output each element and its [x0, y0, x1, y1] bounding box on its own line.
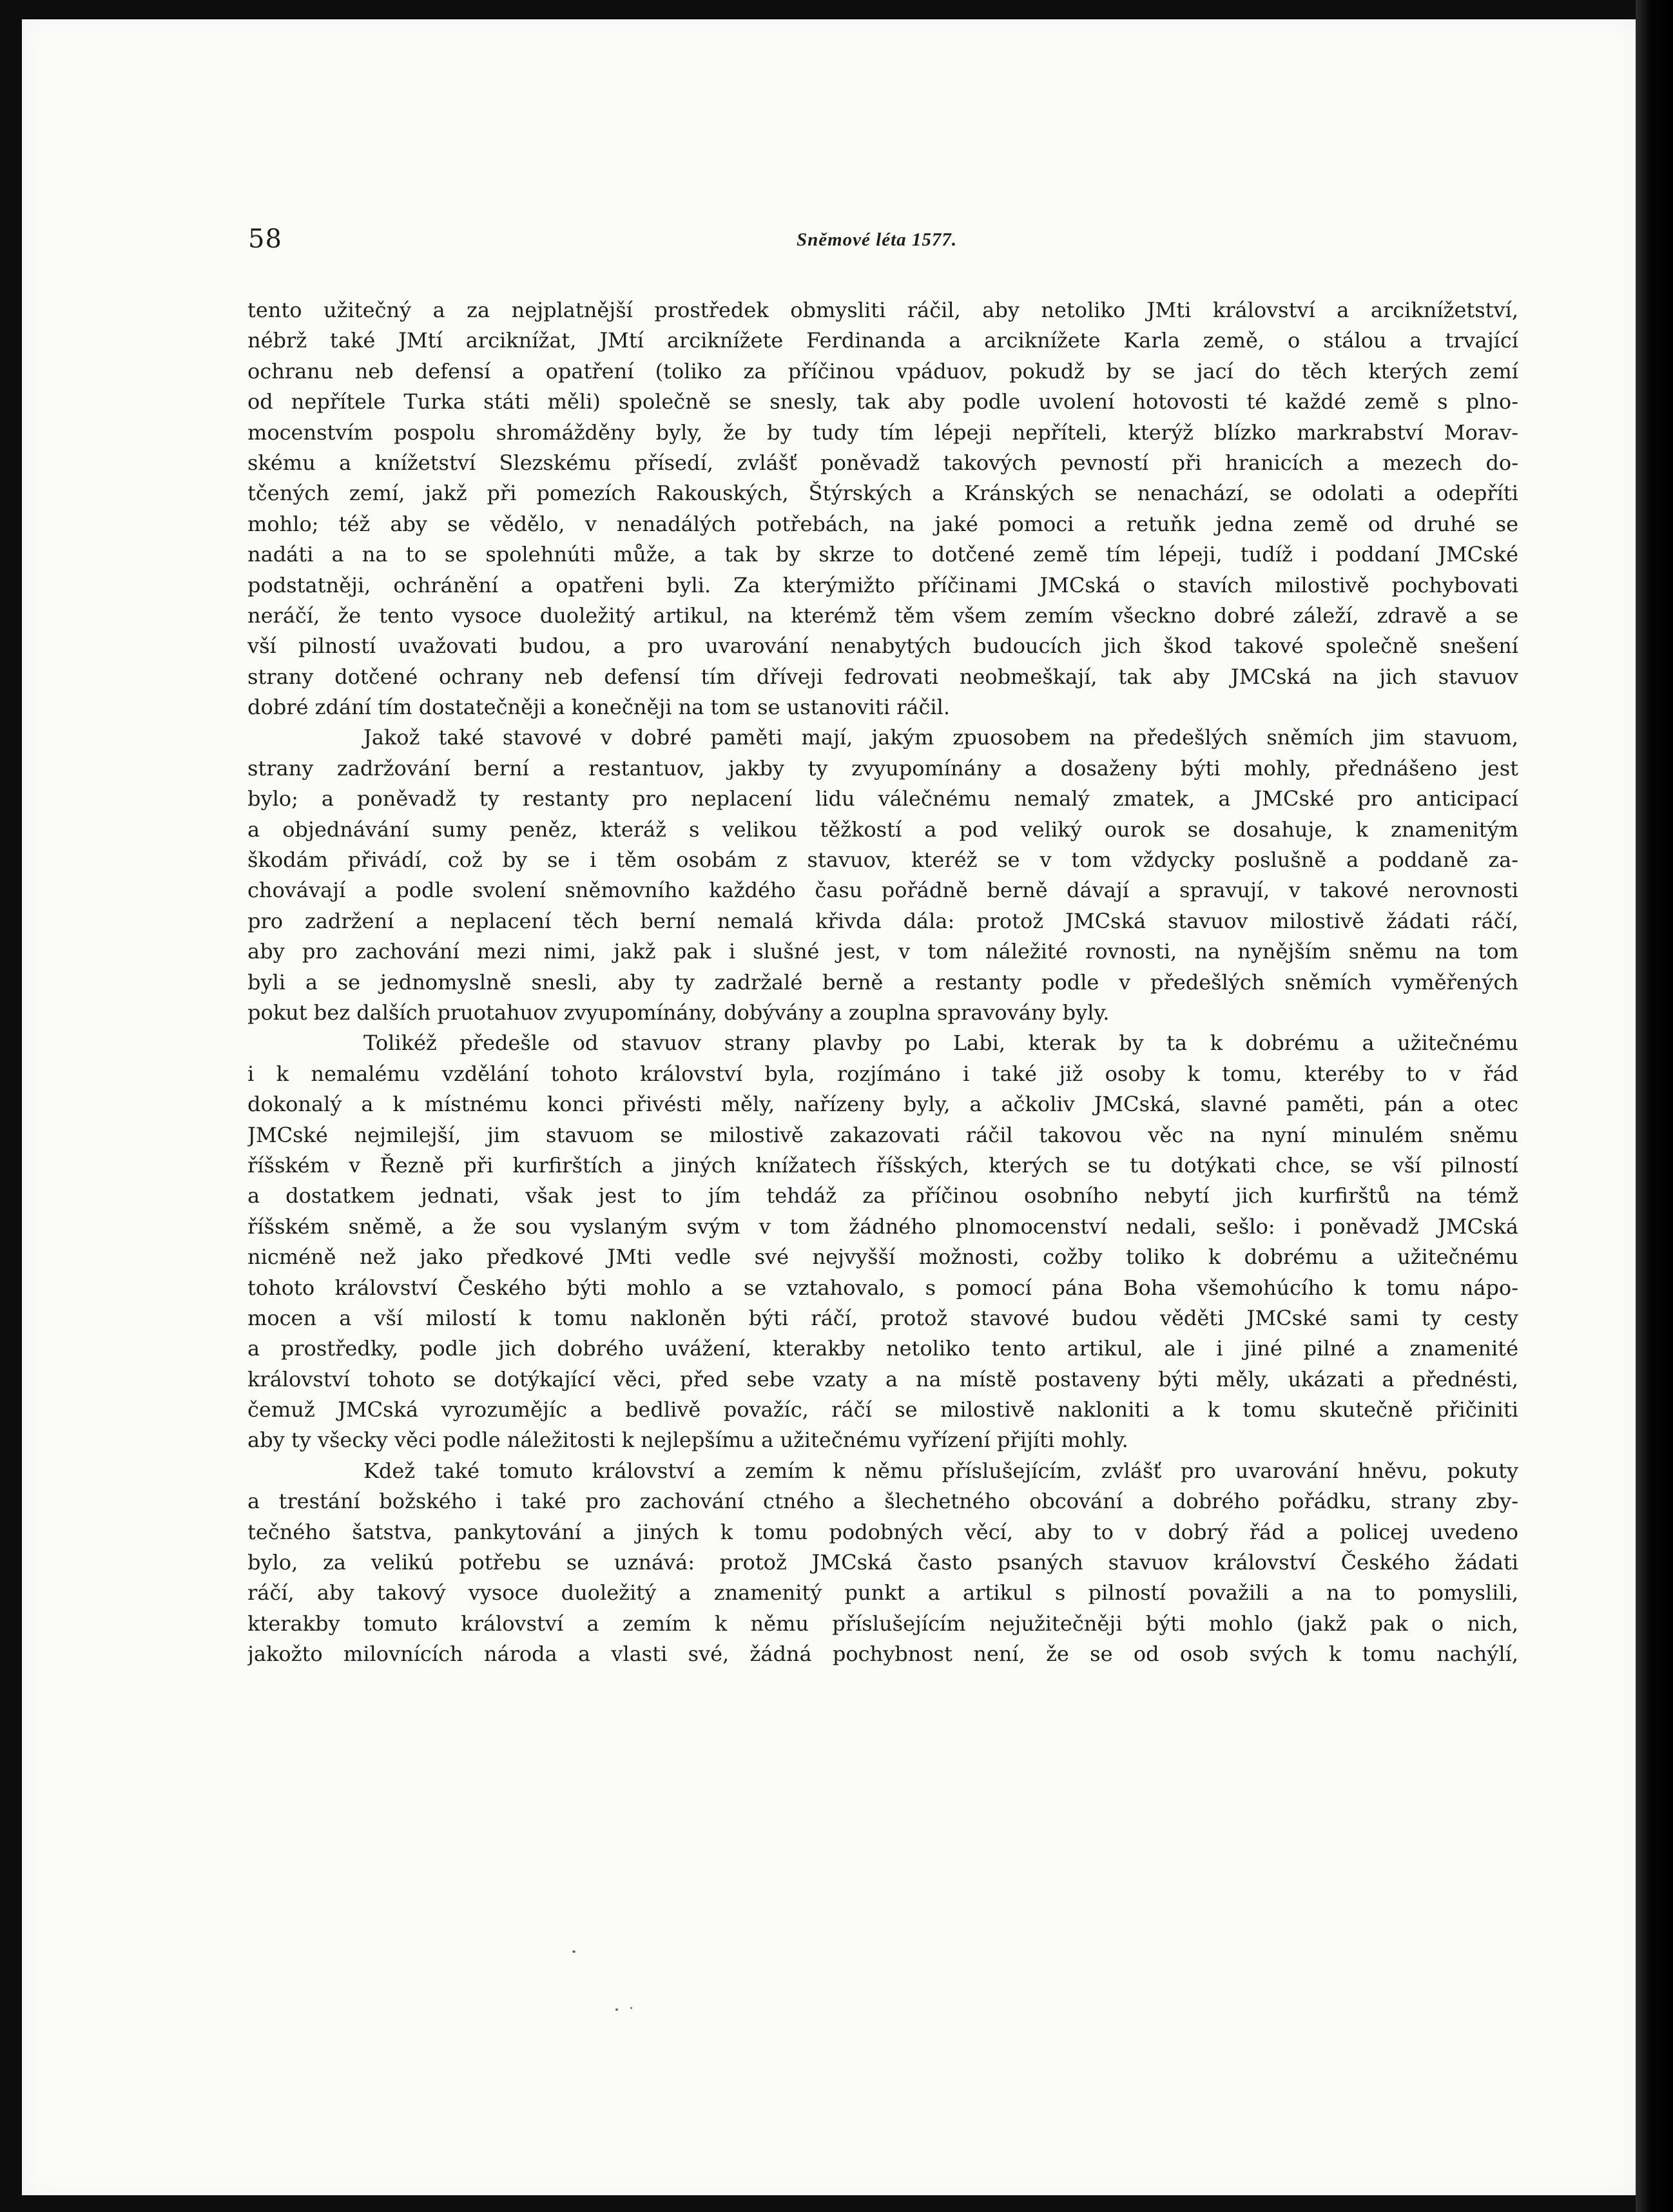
scan-speck [572, 1950, 575, 1953]
text-line: chovávají a podle svolení sněmovního každého času pořádně berně dávají a spravují, v takové nerovnosti [247, 878, 1518, 903]
text-line: bylo, za velikú potřebu se uznává: protož JMCská často psaných stavuov království Českého žádati [247, 1550, 1518, 1575]
text-line: tečného šatstva, pankytování a jiných k tomu podobných věcí, aby to v dobrý řád a policej uvedeno [247, 1519, 1518, 1544]
text-line: tčených zemí, jakž při pomezích Rakouských, Štýrských a Kránských se nenachází, se odolati a odepříti [247, 481, 1518, 506]
text-line: JMCské nejmilejší, jim stavuom se milostivě zakazovati ráčil takovou věc na nyní minulém sněmu [247, 1122, 1518, 1147]
text-line: tohoto království Českého býti mohlo a se vztahovalo, s pomocí pána Boha všemohúcího k tomu nápo- [247, 1275, 1518, 1300]
text-line: mohlo; též aby se vědělo, v nenadálých potřebách, na jaké pomoci a retuňk jedna země od druhé se [247, 511, 1518, 536]
page-number: 58 [248, 224, 282, 254]
text-line: nadáti a na to se spolehnúti může, a tak by skrze to dotčené země tím lépeji, tudíž i poddaní JMCské [247, 542, 1518, 567]
text-line: bylo; a poněvadž ty restanty pro neplacení lidu válečnému nemalý zmatek, a JMCské pro anticipací [247, 786, 1518, 811]
text-line: království tohoto se dotýkající věci, před sebe vzaty a na místě postaveny býti měly, ukázati a přednésti, [247, 1366, 1518, 1392]
text-line: Tolikéž předešle od stavuov strany plavby po Labi, kterak by ta k dobrému a užitečnému [363, 1031, 1518, 1056]
text-line: kterakby tomuto království a zemím k němu příslušejícím nejužitečněji býti mohlo (jakž pak o nich, [247, 1611, 1518, 1636]
text-line: říšském v Řezně při kurfirštích a jiných knížatech říšských, kterých se tu dotýkati chce, se vší pilností [247, 1152, 1518, 1178]
text-line: říšském sněmě, a že sou vyslaným svým v tom žádného plnomocenství nedali, sešlo: i poněvadž JMCská [247, 1214, 1518, 1239]
text-line: mocen a vší milostí k tomu nakloněn býti ráčí, protož stavové budou věděti JMCské sami ty cesty [247, 1305, 1518, 1330]
text-line: aby pro zachování mezi nimi, jakž pak i slušné jest, v tom náležité rovnosti, na nynějším sněmu na tom [247, 939, 1518, 964]
text-line: Jakož také stavové v dobré paměti mají, jakým zpuosobem na předešlých sněmích jim stavuom, [363, 725, 1518, 750]
text-line: strany zadržování berní a restantuov, jakby ty zvyupomínány a dosaženy býti mohly, přednášeno jest [247, 755, 1518, 781]
text-line: neráčí, že tento vysoce duoležitý artikul, na kterémž těm všem zemím všeckno dobré záleží, zdravě a se [247, 603, 1518, 628]
text-line: od nepřítele Turka státi měli) společně se snesly, tak aby podle uvolení hotovosti té každé země s plno- [247, 389, 1518, 414]
text-line: a objednávání sumy peněz, kteráž s velikou těžkostí a pod veliký ourok se dosahuje, k znamenitým [247, 817, 1518, 842]
text-line: tento užitečný a za nejplatnější prostředek obmysliti ráčil, aby netoliko JMti království a arciknížetství, [247, 298, 1518, 322]
body-text [247, 295, 1518, 1670]
text-line: aby ty všecky věci podle náležitosti k nejlepšímu a užitečnému vyřízení přijíti mohly. [247, 1428, 1128, 1453]
text-line: Kdež také tomuto království a zemím k němu příslušejícím, zvlášť pro uvarování hněvu, pokuty [363, 1458, 1518, 1483]
text-line: a dostatkem jednati, však jest to jím tehdáž za příčinou osobního nebytí jich kurfirštů na témž [247, 1183, 1518, 1208]
text-line: vší pilností uvažovati budou, a pro uvarování nenabytých budoucích jich škod takové společně snešení [247, 634, 1518, 659]
text-line: strany dotčené ochrany neb defensí tím dříveji fedrovati neobmeškají, tak aby JMCská na jich stavuov [247, 664, 1518, 689]
text-line: byli a se jednomyslně snesli, aby ty zadržalé berně a restanty podle v předešlých sněmích vyměřených [247, 969, 1518, 994]
scan-speck [615, 2008, 618, 2011]
text-line: nicméně než jako předkové JMti vedle své nejvyšší možnosti, cožby toliko k dobrému a užitečnému [247, 1245, 1518, 1270]
text-line: pro zadržení a neplacení těch berní nemalá křivda dála: protož JMCská stavuov milostivě žádati ráčí, [247, 908, 1518, 933]
text-line: i k nemalému vzdělání tohoto království byla, rozjímáno i také již osoby k tomu, kteréby to v řád [247, 1061, 1518, 1086]
text-line: ochranu neb defensí a opatření (toliko za příčinou vpáduov, pokudž by se jací do těch kterých zemí [247, 358, 1518, 383]
text-line: mocenstvím pospolu shromážděny byly, že by tudy tím lépeji nepříteli, kterýž blízko markrabství Morav- [247, 420, 1518, 445]
text-line: čemuž JMCská vyrozumějíc a bedlivě považíc, ráčí se milostivě nakloniti a k tomu skutečně přičiniti [247, 1397, 1518, 1422]
text-line: škodám přivádí, což by se i těm osobám z stavuov, kteréž se v tom vždycky poslušně a poddaně za- [247, 848, 1518, 873]
text-line: pokut bez dalších pruotahuov zvyupomínány, dobývány a zouplna spravovány byly. [247, 1000, 1110, 1025]
text-line: jakožto milovnících národa a vlasti své, žádná pochybnost není, že se od osob svých k tomu nachýlí, [247, 1642, 1518, 1667]
text-line: dobré zdání tím dostatečněji a konečněji na tom se ustanoviti ráčil. [247, 695, 951, 720]
text-line: a trestání božského i také pro zachování ctného a šlechetného obcování a dobrého pořádku, strany zby- [247, 1489, 1518, 1514]
scan-edge-shadow [1636, 0, 1673, 2212]
text-line: dokonalý a k místnému konci přivésti měly, nařízeny byly, a ačkoliv JMCská, slavné paměti, pán a otec [247, 1092, 1518, 1117]
text-line: podstatněji, ochránění a opatřeni byli. Za kterýmižto příčinami JMCská o stavích milostivě pochybovati [247, 572, 1518, 597]
scan-speck [630, 2007, 632, 2009]
running-head: Sněmové léta 1577. [797, 229, 958, 250]
text-line: skému a knížetství Slezskému přísedí, zvlášť poněvadž takových pevností při hranicích a mezech do- [247, 450, 1518, 475]
text-line: nébrž také JMtí arciknížat, JMtí arciknížete Ferdinanda a arciknížete Karla země, o stálou a trvající [247, 328, 1518, 353]
text-line: a prostředky, podle jich dobrého uvážení, kterakby netoliko tento artikul, ale i jiné pilné a znamenité [247, 1336, 1518, 1361]
text-line: ráčí, aby takový vysoce duoležitý a znamenitý punkt a artikul s pilností považili a na to pomyslili, [247, 1580, 1518, 1606]
